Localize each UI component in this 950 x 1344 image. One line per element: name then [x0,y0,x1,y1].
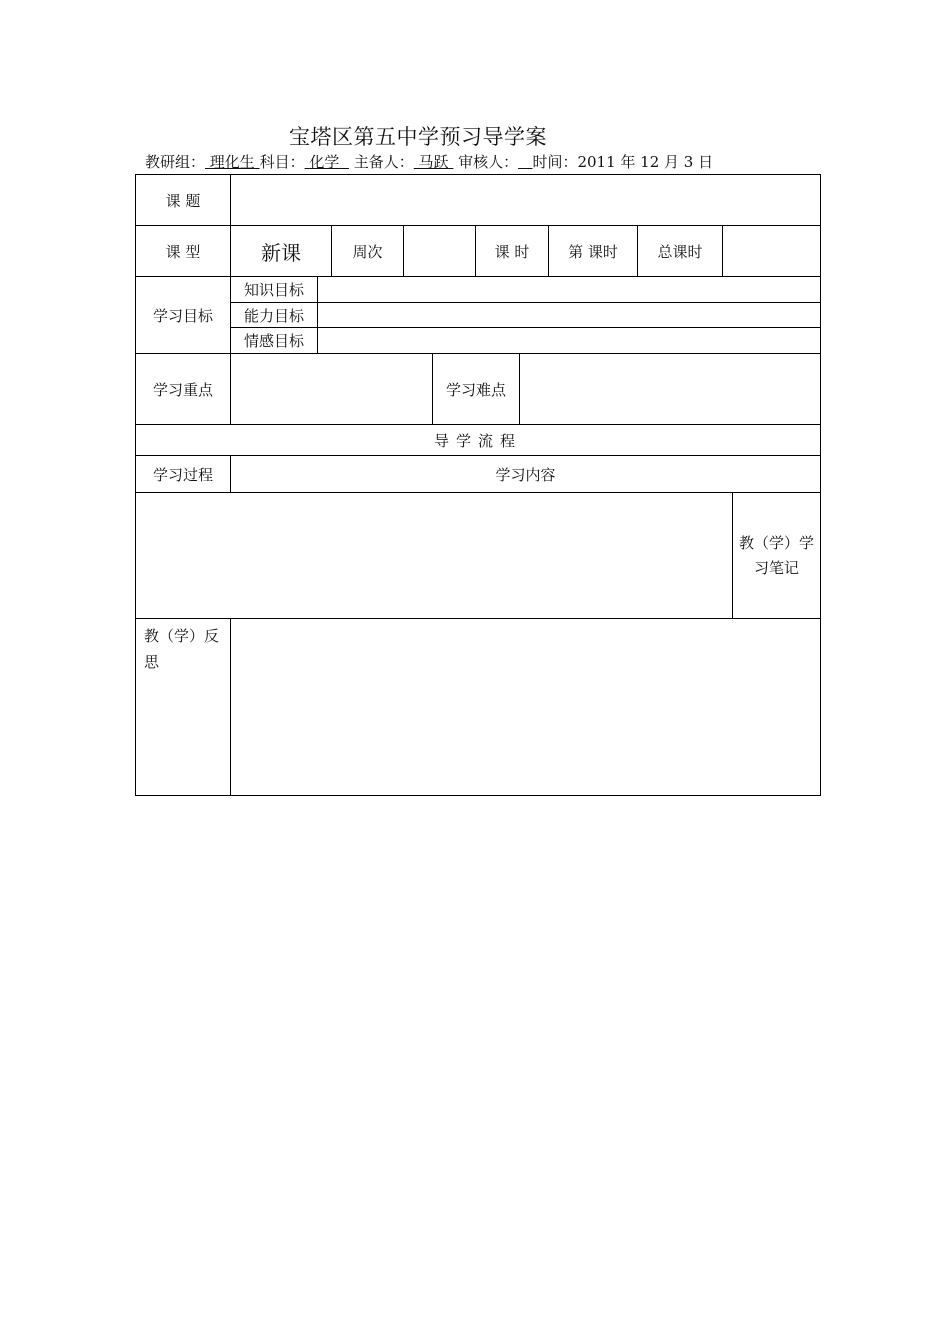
topic-label: 课 题 [165,191,201,210]
topic-value-cell[interactable] [230,174,821,226]
goal-ability-label: 能力目标 [243,306,304,325]
week-value-cell[interactable] [403,225,476,277]
reflection-label: 教（学）反思 [144,627,220,671]
goal-ability-value[interactable] [317,302,821,328]
difficult-points-label: 学习难点 [445,380,506,399]
content-header: 学习内容 [495,465,556,484]
total-hours-label-cell [637,225,723,277]
goal-knowledge-label: 知识目标 [243,281,304,299]
group-value: 理化生 [209,153,255,171]
key-points-value[interactable] [230,353,433,425]
study-notes-cell [732,492,821,619]
process-label: 学习过程 [152,465,213,484]
reviewer-value [518,153,532,171]
goals-label-cell [135,276,231,354]
flow-header: 导学流程 [433,431,522,450]
flow-header-cell [135,424,821,456]
type-value-cell [230,225,332,277]
type-label-cell [135,225,231,277]
subject-label: 科目： [259,153,305,171]
hours-label-cell [475,225,549,277]
study-notes-label: 教（学）学习笔记 [738,533,814,577]
hours-label: 课 时 [494,242,530,261]
learning-content-area[interactable] [135,492,733,619]
document-title: 宝塔区第五中学预习导学案 [289,125,547,149]
nth-hour-label: 第 课时 [568,242,618,261]
document-meta-line [145,151,713,172]
reflection-label-cell [135,618,231,796]
time-value: 2011 年 12 月 3 日 [577,153,714,171]
key-points-label-cell [135,353,231,425]
goal-knowledge-cell [230,276,318,303]
subject-value: 化学 [309,153,340,171]
preparer-value: 马跃 [418,153,449,171]
goal-ability-cell [230,302,318,328]
goal-emotion-label: 情感目标 [243,332,304,350]
type-value: 新课 [261,240,301,265]
type-label: 课 型 [165,242,201,261]
difficult-points-value[interactable] [519,353,821,425]
goal-emotion-cell [230,327,318,354]
reviewer-label: 审核人： [458,153,519,171]
goal-knowledge-value[interactable] [317,276,821,303]
total-hours-value-cell[interactable] [722,225,821,277]
time-label: 时间： [532,153,578,171]
nth-hour-cell [548,225,638,277]
preparer-label: 主备人： [353,153,414,171]
content-header-cell [230,455,821,493]
key-points-label: 学习重点 [152,380,213,399]
week-label-cell [331,225,404,277]
topic-label-cell [135,174,231,226]
total-hours-label: 总课时 [657,242,703,261]
week-label: 周次 [352,242,383,261]
difficult-points-label-cell [432,353,520,425]
reflection-value[interactable] [230,618,821,796]
goals-label: 学习目标 [152,306,213,325]
group-label: 教研组： [145,153,206,171]
goal-emotion-value[interactable] [317,327,821,354]
process-label-cell [135,455,231,493]
